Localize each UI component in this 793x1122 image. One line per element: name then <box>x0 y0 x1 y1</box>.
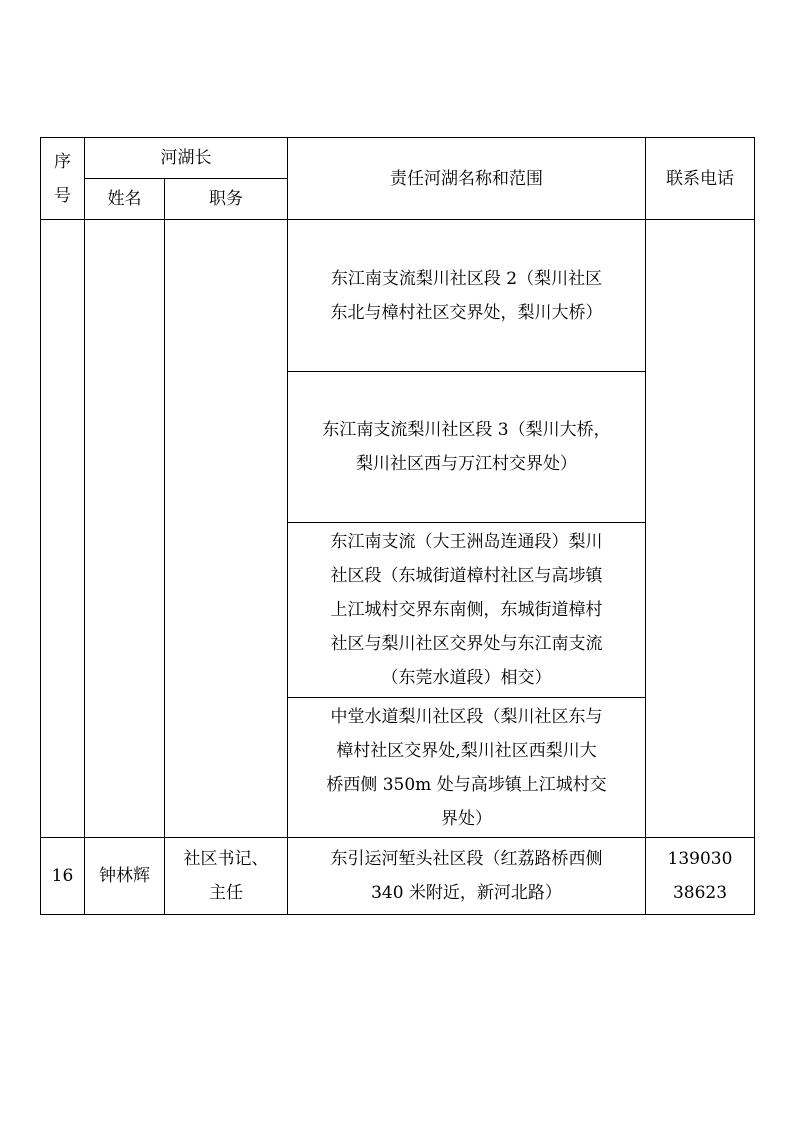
continued-name-cell <box>85 220 165 838</box>
row-seq: 16 <box>41 838 85 915</box>
row-phone: 139030 38623 <box>646 838 755 915</box>
header-position: 职务 <box>165 179 288 220</box>
continued-phone-cell <box>646 220 755 372</box>
river-chief-table <box>40 137 755 915</box>
header-seq: 序 号 <box>41 138 85 220</box>
continued-phone-cell <box>646 523 755 698</box>
header-chief-group: 河湖长 <box>85 138 288 179</box>
scope-cell: 东江南支流梨川社区段 2（梨川社区 东北与樟村社区交界处，梨川大桥） <box>288 220 646 372</box>
continued-phone-cell <box>646 372 755 523</box>
scope-cell: 中堂水道梨川社区段（梨川社区东与 樟村社区交界处,梨川社区西梨川大 桥西侧 350m 处与高埗镇上江城村交 界处） <box>288 698 646 838</box>
continued-seq-cell <box>41 220 85 838</box>
scope-cell: 东江南支流梨川社区段 3（梨川大桥， 梨川社区西与万江村交界处） <box>288 372 646 523</box>
header-scope: 责任河湖名称和范围 <box>288 138 646 220</box>
row-name: 钟林辉 <box>85 838 165 915</box>
row-scope: 东引运河堑头社区段（红荔路桥西侧 340 米附近，新河北路） <box>288 838 646 915</box>
continued-position-cell <box>165 220 288 838</box>
continued-phone-cell <box>646 698 755 838</box>
header-phone: 联系电话 <box>646 138 755 220</box>
scope-cell: 东江南支流（大王洲岛连通段）梨川 社区段（东城街道樟村社区与高埗镇 上江城村交界东南侧，东城街道樟村 社区与梨川社区交界处与东江南支流 （东莞水道段）相交） <box>288 523 646 698</box>
table-row <box>41 838 755 915</box>
row-position: 社区书记、 主任 <box>165 838 288 915</box>
header-name: 姓名 <box>85 179 165 220</box>
